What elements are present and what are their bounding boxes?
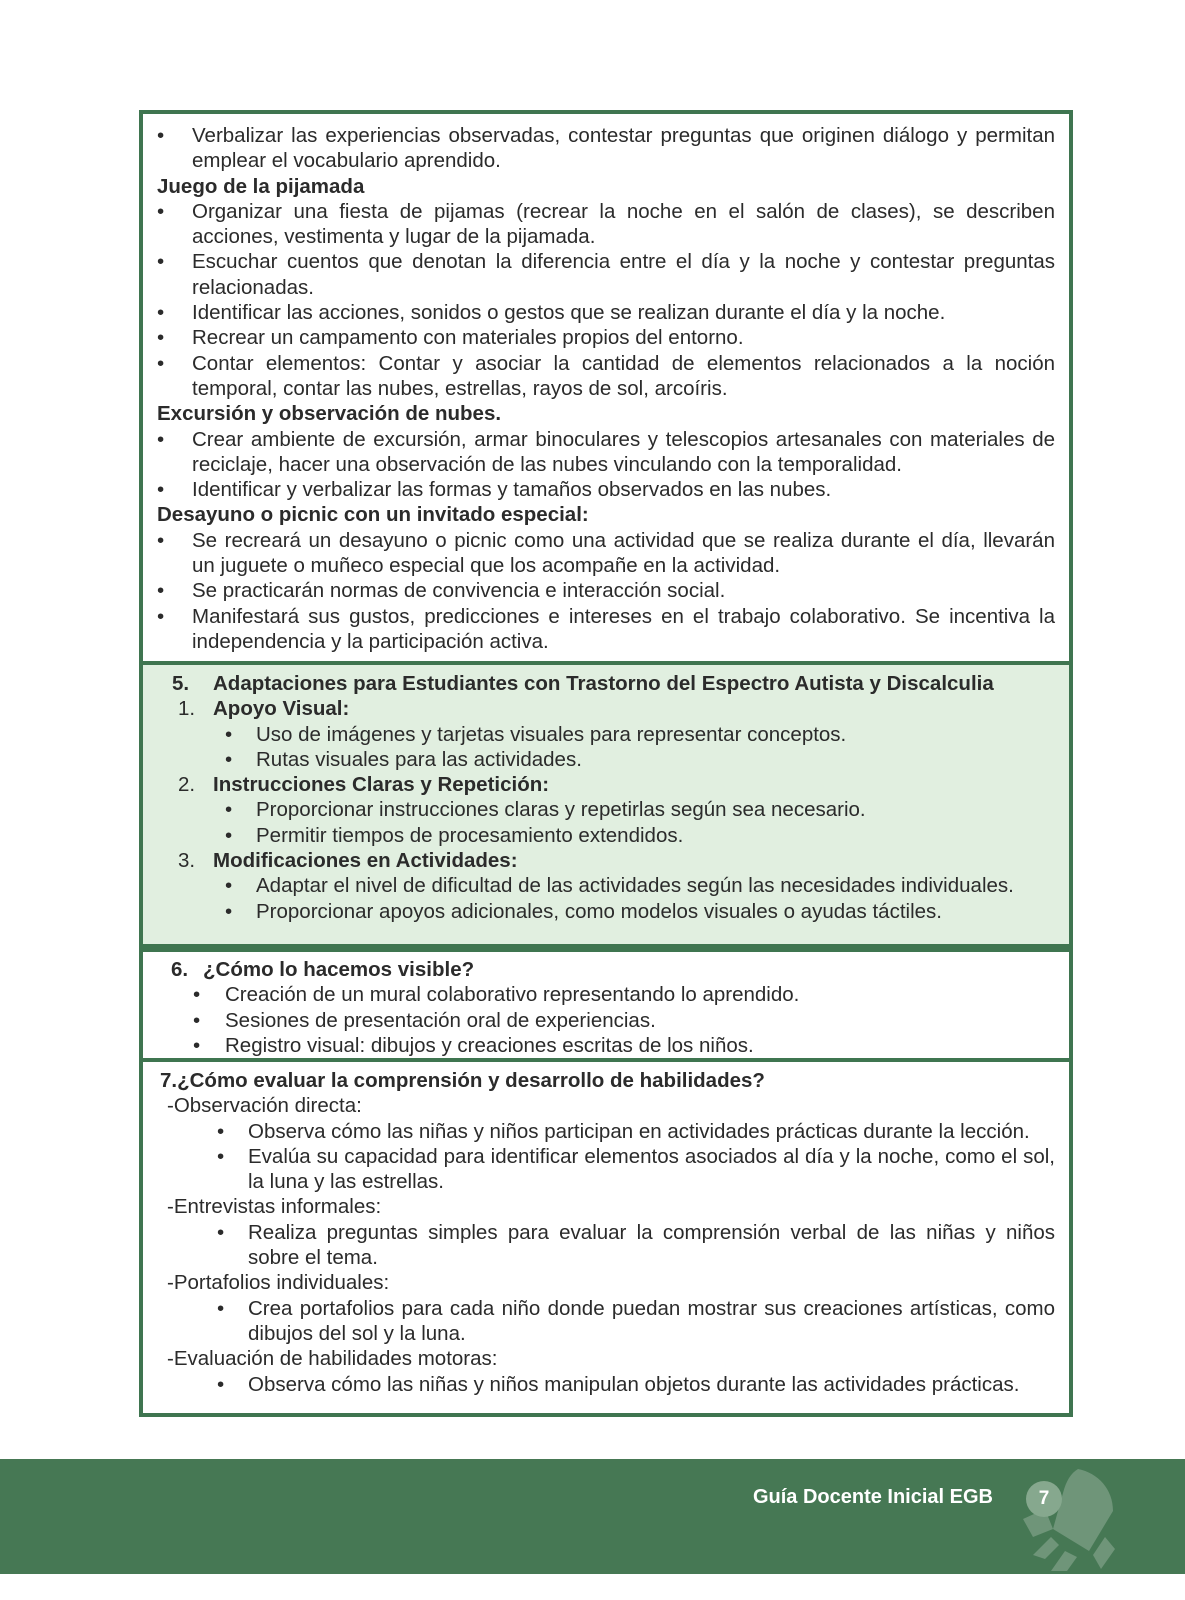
visible-box (139, 948, 1073, 1062)
adaptation-item: 2. Instrucciones Claras y Repetición: (178, 773, 550, 797)
section-title: 6. ¿Cómo lo hacemos visible? (171, 958, 475, 981)
bullet-icon: • (225, 899, 233, 923)
list-item: • Proporcionar instrucciones claras y repetirlas según sea necesario. (225, 798, 866, 822)
list-item: • Identificar las acciones, sonidos o gestos que se realizan durante el día y la noche. (157, 301, 946, 325)
list-item: • Contar elementos: Contar y asociar la cantidad de elementos relacionados a la noción temporal, contar las nubes, estrellas, rayos de sol, arcoíris. (157, 351, 1055, 400)
page-number: 7 (1026, 1481, 1062, 1517)
bullet-icon: • (217, 1220, 225, 1244)
adaptations-box (139, 661, 1073, 948)
activity-heading: Juego de la pijamada (157, 174, 365, 198)
bullet-icon: • (225, 823, 233, 847)
bullet-icon: • (193, 1033, 201, 1057)
bullet-icon: • (217, 1372, 225, 1396)
evaluation-box (139, 1058, 1073, 1417)
list-item: • Proporcionar apoyos adicionales, como modelos visuales o ayudas táctiles. (225, 899, 942, 923)
list-item: • Crea portafolios para cada niño donde puedan mostrar sus creaciones artísticas, como dibujos del sol y la luna. (217, 1296, 1055, 1345)
activities-box (139, 110, 1073, 667)
list-item: • Sesiones de presentación oral de experiencias. (193, 1008, 656, 1032)
list-item: • Registro visual: dibujos y creaciones escritas de los niños. (193, 1033, 754, 1057)
evaluation-label: -Evaluación de habilidades motoras: (167, 1347, 498, 1371)
section-title: 7.¿Cómo evaluar la comprensión y desarrollo de habilidades? (160, 1069, 765, 1092)
bullet-icon: • (157, 301, 165, 325)
list-item: • Uso de imágenes y tarjetas visuales para representar conceptos. (225, 722, 847, 746)
list-item: • Organizar una fiesta de pijamas (recrear la noche en el salón de clases), se describen acciones, vestimenta y lugar de la pijamada. (157, 199, 1055, 249)
list-item: • Permitir tiempos de procesamiento extendidos. (225, 823, 684, 847)
evaluation-label: -Entrevistas informales: (167, 1195, 382, 1219)
activity-heading: Desayuno o picnic con un invitado especial: (157, 503, 589, 527)
list-item: • Adaptar el nivel de dificultad de las actividades según las necesidades individuales. (225, 874, 1014, 898)
list-item: • Verbalizar las experiencias observadas, contestar preguntas que originen diálogo y permitan emplear el vocabulario aprendido. (157, 124, 1055, 173)
bullet-icon: • (157, 427, 165, 451)
list-item: • Realiza preguntas simples para evaluar la comprensión verbal de las niñas y niños sobre el tema. (217, 1220, 1055, 1270)
bullet-icon: • (157, 124, 165, 147)
bullet-icon: • (193, 983, 201, 1007)
bullet-icon: • (217, 1119, 225, 1143)
bullet-icon: • (217, 1296, 225, 1320)
footer-title: Guía Docente Inicial EGB (752, 1486, 993, 1508)
list-item: • Evalúa su capacidad para identificar elementos asociados al día y la noche, como el sol, la luna y las estrellas. (217, 1144, 1055, 1194)
evaluation-label: -Portafolios individuales: (167, 1271, 390, 1295)
bullet-icon: • (157, 478, 165, 502)
section-title: 5. Adaptaciones para Estudiantes con Trastorno del Espectro Autista y Discalculia (172, 672, 994, 695)
evaluation-label: -Observación directa: (167, 1094, 362, 1118)
list-item: • Observa cómo las niñas y niños manipulan objetos durante las actividades prácticas. (217, 1372, 1020, 1396)
list-item: • Crear ambiente de excursión, armar binoculares y telescopios artesanales con materiales de reciclaje, hacer una observación de las nubes vinculando con la temporalidad. (157, 427, 1055, 476)
list-item: • Se recreará un desayuno o picnic como una actividad que se realiza durante el día, llevarán un juguete o muñeco especial que los acompañe en la actividad. (157, 528, 1055, 578)
rocket-icon (993, 1459, 1143, 1574)
adaptation-item: 3. Modificaciones en Actividades: (178, 849, 518, 873)
bullet-icon: • (157, 579, 165, 603)
list-item: • Recrear un campamento con materiales propios del entorno. (157, 326, 744, 350)
bullet-icon: • (225, 747, 233, 771)
bullet-icon: • (217, 1144, 225, 1168)
page-footer (0, 1459, 1185, 1574)
bullet-icon: • (225, 874, 233, 898)
list-item: • Creación de un mural colaborativo representando lo aprendido. (193, 983, 800, 1007)
bullet-icon: • (157, 528, 165, 552)
bullet-icon: • (157, 351, 165, 375)
list-item: • Observa cómo las niñas y niños participan en actividades prácticas durante la lección. (217, 1119, 1030, 1143)
list-item: • Se practicarán normas de convivencia e interacción social. (157, 579, 726, 603)
list-item: • Identificar y verbalizar las formas y tamaños observados en las nubes. (157, 478, 832, 502)
bullet-icon: • (157, 250, 165, 274)
list-item: • Rutas visuales para las actividades. (225, 747, 582, 771)
bullet-icon: • (157, 199, 165, 223)
activity-heading: Excursión y observación de nubes. (157, 402, 502, 426)
bullet-icon: • (193, 1008, 201, 1032)
list-item: • Manifestará sus gustos, predicciones e intereses en el trabajo colaborativo. Se incentiva la independencia y la participación activa. (157, 604, 1055, 653)
bullet-icon: • (157, 326, 165, 350)
list-item: • Escuchar cuentos que denotan la diferencia entre el día y la noche y contestar preguntas relacionadas. (157, 250, 1055, 299)
adaptation-item: 1. Apoyo Visual: (178, 697, 350, 721)
bullet-icon: • (225, 798, 233, 822)
bullet-icon: • (225, 722, 233, 746)
bullet-icon: • (157, 604, 165, 628)
